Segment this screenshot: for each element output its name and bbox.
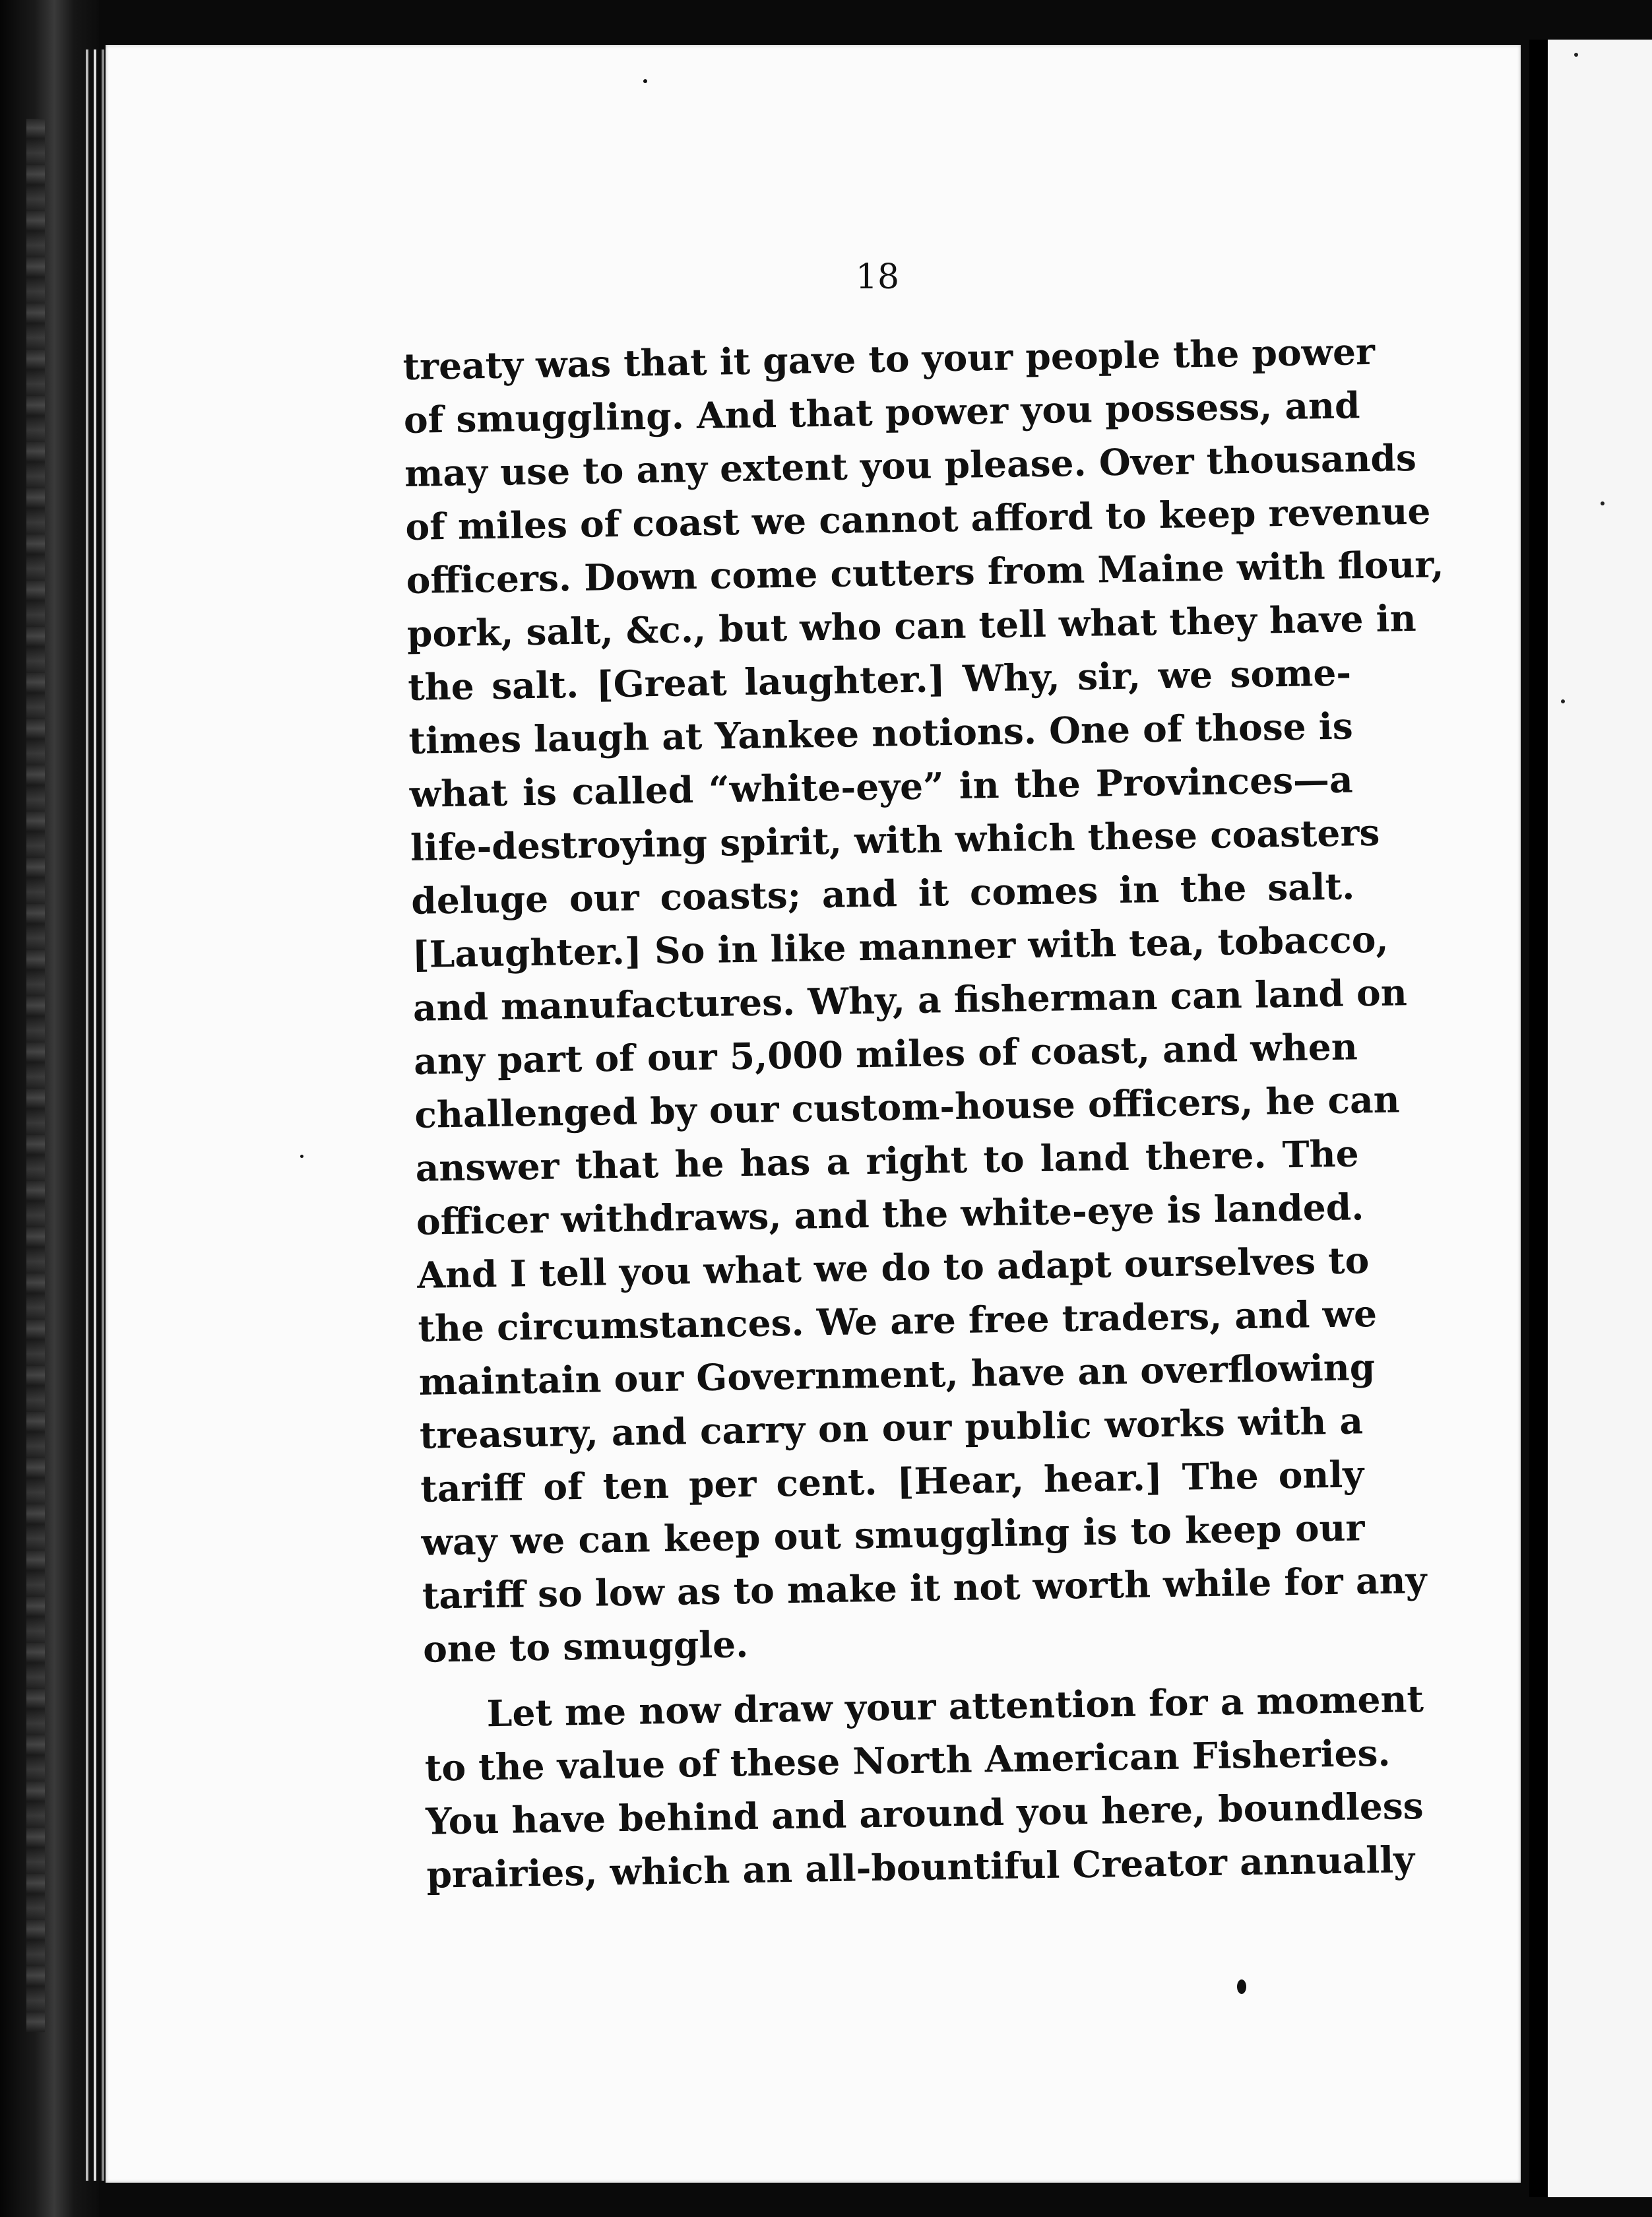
- ink-speck: [1237, 1979, 1246, 1994]
- text-line: treaty was that it gave to your people the power: [402, 329, 1376, 388]
- page-edge-line: [102, 49, 104, 2181]
- page-divider: [1529, 40, 1548, 2197]
- text-line: may use to any extent you please. Over thousands: [404, 435, 1417, 495]
- speck: [1601, 501, 1604, 505]
- text-line: prairies, which an all-bountiful Creator annually: [426, 1838, 1415, 1896]
- body-text: [402, 325, 1444, 1902]
- page-number: 18: [855, 257, 900, 297]
- book-binding-gutter: [0, 0, 99, 2217]
- text-line: one to smuggle.: [422, 1623, 749, 1671]
- text-line: the circumstances. We are free traders, and we: [418, 1291, 1378, 1350]
- text-line: to the value of these North American Fisheries.: [424, 1731, 1391, 1789]
- text-line: any part of our 5,000 miles of coast, and when: [413, 1025, 1358, 1083]
- text-line: officers. Down come cutters from Maine with flour,: [406, 542, 1444, 602]
- page-edge-line: [86, 49, 88, 2181]
- text-line: of smuggling. And that power you possess, and: [403, 383, 1360, 441]
- text-line: way we can keep out smuggling is to keep our: [421, 1506, 1365, 1564]
- text-line: [Laughter.] So in like manner with tea, tobacco,: [412, 917, 1389, 976]
- text-line: deluge our coasts; and it comes in the salt.: [410, 864, 1355, 922]
- text-line: pork, salt, &c., but who can tell what they have in: [406, 596, 1417, 655]
- text-line: tariff of ten per cent. [Hear, hear.] The only: [420, 1452, 1364, 1510]
- text-line: And I tell you what we do to adapt ourselves to: [416, 1238, 1370, 1297]
- text-line: and manufactures. Why, a fisherman can land on: [412, 971, 1408, 1029]
- text-line: challenged by our custom-house officers, he can: [414, 1077, 1401, 1136]
- page-edge-line: [94, 49, 96, 2181]
- ink-speck: [643, 79, 647, 83]
- text-line: life-destroying spirit, with which these coasters: [410, 810, 1380, 869]
- text-line: of miles of coast we cannot afford to keep revenue: [404, 489, 1431, 548]
- paragraph-2: [424, 1673, 1424, 1901]
- text-line: the salt. [Great laughter.] Why, sir, we some-: [407, 651, 1352, 709]
- text-line: maintain our Government, have an overflowing: [418, 1345, 1376, 1403]
- text-line: tariff so low as to make it not worth while for any: [422, 1558, 1427, 1617]
- speck: [1574, 53, 1578, 57]
- speck: [1561, 699, 1565, 703]
- binding-texture: [26, 119, 45, 2032]
- ink-speck: [300, 1155, 303, 1158]
- text-line: officer withdraws, and the white-eye is landed.: [416, 1185, 1364, 1243]
- text-line: answer that he has a right to land there. The: [415, 1132, 1360, 1190]
- paragraph-1: [402, 325, 1444, 1676]
- text-line: You have behind and around you here, boundless: [425, 1783, 1424, 1843]
- text-line: times laugh at Yankee notions. One of those is: [408, 704, 1354, 762]
- next-page-edge: [1548, 40, 1652, 2197]
- text-line: treasury, and carry on our public works with a: [419, 1399, 1364, 1457]
- text-line: Let me now draw your attention for a moment: [486, 1677, 1424, 1735]
- text-line: what is called “white-eye” in the Provinces—a: [409, 757, 1354, 816]
